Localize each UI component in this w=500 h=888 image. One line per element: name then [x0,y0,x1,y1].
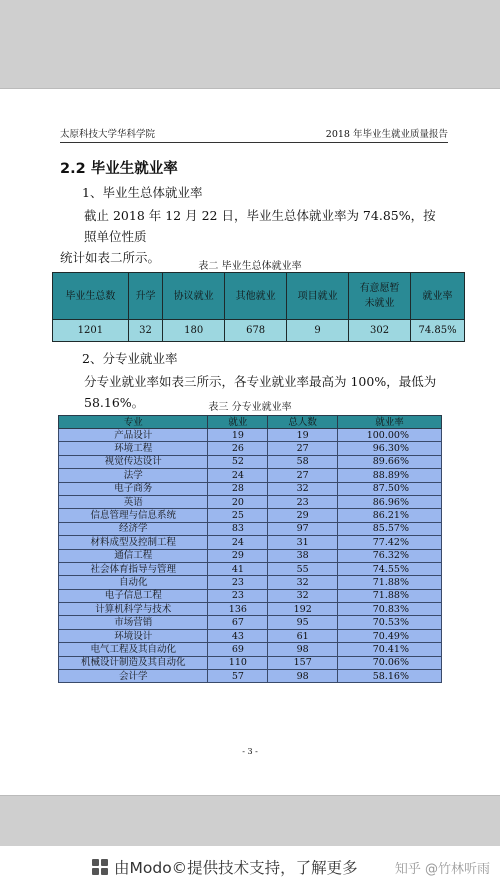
table2-cell: 74.85% [411,320,465,342]
watermark: 知乎 @竹林听雨 [394,862,490,877]
table3-cell: 70.41% [338,643,442,656]
table-row [59,536,442,549]
table3-cell: 74.55% [338,562,442,575]
table3-cell: 19 [268,429,338,442]
table3-cell: 89.66% [338,455,442,468]
table3-cell: 29 [208,549,268,562]
table3-cell: 社会体育指导与管理 [59,562,208,575]
table3-cell: 157 [268,656,338,669]
table3-cell: 19 [208,429,268,442]
table3-cell: 29 [268,509,338,522]
header-report-title: 2018 年毕业生就业质量报告 [325,129,448,140]
table3-cell: 会计学 [59,670,208,683]
table3-cell: 24 [208,536,268,549]
table3-cell: 70.53% [338,616,442,629]
page-number: - 3 - [242,747,258,756]
table2-cell: 32 [128,320,162,342]
table3-cell: 23 [268,495,338,508]
table-overall-employment [52,272,465,342]
table3-cell: 环境设计 [59,629,208,642]
table3-cell: 70.83% [338,603,442,616]
table3-cell: 58 [268,455,338,468]
table2-header-cell: 协议就业 [163,273,225,320]
table3-cell: 97 [268,522,338,535]
table3-cell: 电子信息工程 [59,589,208,602]
table3-cell: 25 [208,509,268,522]
table3-cell: 70.06% [338,656,442,669]
table2-caption: 表二 毕业生总体就业率 [198,261,302,272]
table3-cell: 88.89% [338,469,442,482]
table3-cell: 电子商务 [59,482,208,495]
table3-cell: 计算机科学与技术 [59,603,208,616]
table2-header-row [53,273,465,320]
table3-cell: 192 [268,603,338,616]
table3-header-row [59,416,442,429]
table3-cell: 98 [268,670,338,683]
table3-cell: 28 [208,482,268,495]
table3-cell: 98 [268,643,338,656]
section-title: 2.2 毕业生就业率 [60,161,178,177]
table2-header-cell: 就业率 [411,273,465,320]
table3-cell: 通信工程 [59,549,208,562]
footer-bar[interactable] [0,846,500,888]
modo-grid-icon [92,859,108,875]
table3-cell: 69 [208,643,268,656]
table3-cell: 70.49% [338,629,442,642]
paragraph-overall-line1: 截止 2018 年 12 月 22 日，毕业生总体就业率为 74.85%，按照单位性质 [84,208,436,244]
table-row [59,629,442,642]
table3-cell: 材料成型及控制工程 [59,536,208,549]
table3-header-cell: 总人数 [268,416,338,429]
table3-cell: 110 [208,656,268,669]
table3-cell: 20 [208,495,268,508]
table3-cell: 85.57% [338,522,442,535]
table2-cell: 678 [225,320,287,342]
table2-header-cell: 项目就业 [287,273,349,320]
table-row [59,589,442,602]
table3-cell: 27 [268,469,338,482]
table3-cell: 86.21% [338,509,442,522]
table3-cell: 产品设计 [59,429,208,442]
table-row [59,442,442,455]
table2-cell: 1201 [53,320,129,342]
table3-cell: 23 [208,589,268,602]
table3-cell: 95 [268,616,338,629]
subsection-title-overall: 1、毕业生总体就业率 [82,185,203,200]
subsection-title-by-major: 2、分专业就业率 [82,351,178,366]
table3-body [59,429,442,683]
document-page [0,88,500,796]
table3-header-cell: 专业 [59,416,208,429]
table2-header-cell: 其他就业 [225,273,287,320]
table-row [59,495,442,508]
table2-cell: 180 [163,320,225,342]
table3-cell: 32 [268,589,338,602]
table-row [59,643,442,656]
table-row [59,509,442,522]
table3-cell: 86.96% [338,495,442,508]
table2-header-cell: 升学 [128,273,162,320]
table3-cell: 经济学 [59,522,208,535]
table2-header-cell: 有意愿暂 未就业 [349,273,411,320]
table3-cell: 32 [268,576,338,589]
table-row [59,562,442,575]
table3-cell: 71.88% [338,576,442,589]
table3-caption: 表三 分专业就业率 [208,402,292,413]
table-major-employment [58,415,442,683]
table3-cell: 76.32% [338,549,442,562]
table3-cell: 83 [208,522,268,535]
table3-cell: 英语 [59,495,208,508]
table3-cell: 环境工程 [59,442,208,455]
table3-cell: 55 [268,562,338,575]
table-row [59,549,442,562]
table-row [59,616,442,629]
table3-cell: 136 [208,603,268,616]
table3-cell: 38 [268,549,338,562]
table-row [59,670,442,683]
table-row [59,603,442,616]
table3-cell: 机械设计制造及其自动化 [59,656,208,669]
table3-cell: 43 [208,629,268,642]
table3-cell: 31 [268,536,338,549]
table3-cell: 信息管理与信息系统 [59,509,208,522]
table-row [59,455,442,468]
table3-cell: 24 [208,469,268,482]
table2-cell: 9 [287,320,349,342]
table-row [59,522,442,535]
paragraph-by-major-line: 分专业就业率如表三所示，各专业就业率最高为 100%，最低为 58.16%。 [84,374,437,410]
table3-cell: 视觉传达设计 [59,455,208,468]
table-row [59,469,442,482]
table2-data-row [53,320,465,342]
table3-cell: 77.42% [338,536,442,549]
table3-cell: 87.50% [338,482,442,495]
header-school: 太原科技大学华科学院 [60,129,156,140]
table3-cell: 市场营销 [59,616,208,629]
table3-cell: 57 [208,670,268,683]
table3-cell: 41 [208,562,268,575]
table3-cell: 法学 [59,469,208,482]
table3-cell: 58.16% [338,670,442,683]
paragraph-overall-line2: 统计如表二所示。 [60,250,161,265]
table3-cell: 32 [268,482,338,495]
table3-header-cell: 就业率 [338,416,442,429]
table3-cell: 61 [268,629,338,642]
table3-cell: 52 [208,455,268,468]
table-row [59,656,442,669]
footer-text[interactable]: 由Modo©提供技术支持，了解更多 [114,859,358,877]
table3-cell: 23 [208,576,268,589]
table-row [59,482,442,495]
table3-cell: 67 [208,616,268,629]
table3-cell: 自动化 [59,576,208,589]
table3-cell: 27 [268,442,338,455]
table3-cell: 26 [208,442,268,455]
table3-cell: 96.30% [338,442,442,455]
table2-cell: 302 [349,320,411,342]
page-header [60,125,448,143]
table2-header-cell: 毕业生总数 [53,273,129,320]
table-row [59,576,442,589]
table3-cell: 电气工程及其自动化 [59,643,208,656]
table3-header-cell: 就业 [208,416,268,429]
table3-cell: 100.00% [338,429,442,442]
table-row [59,429,442,442]
table3-cell: 71.88% [338,589,442,602]
